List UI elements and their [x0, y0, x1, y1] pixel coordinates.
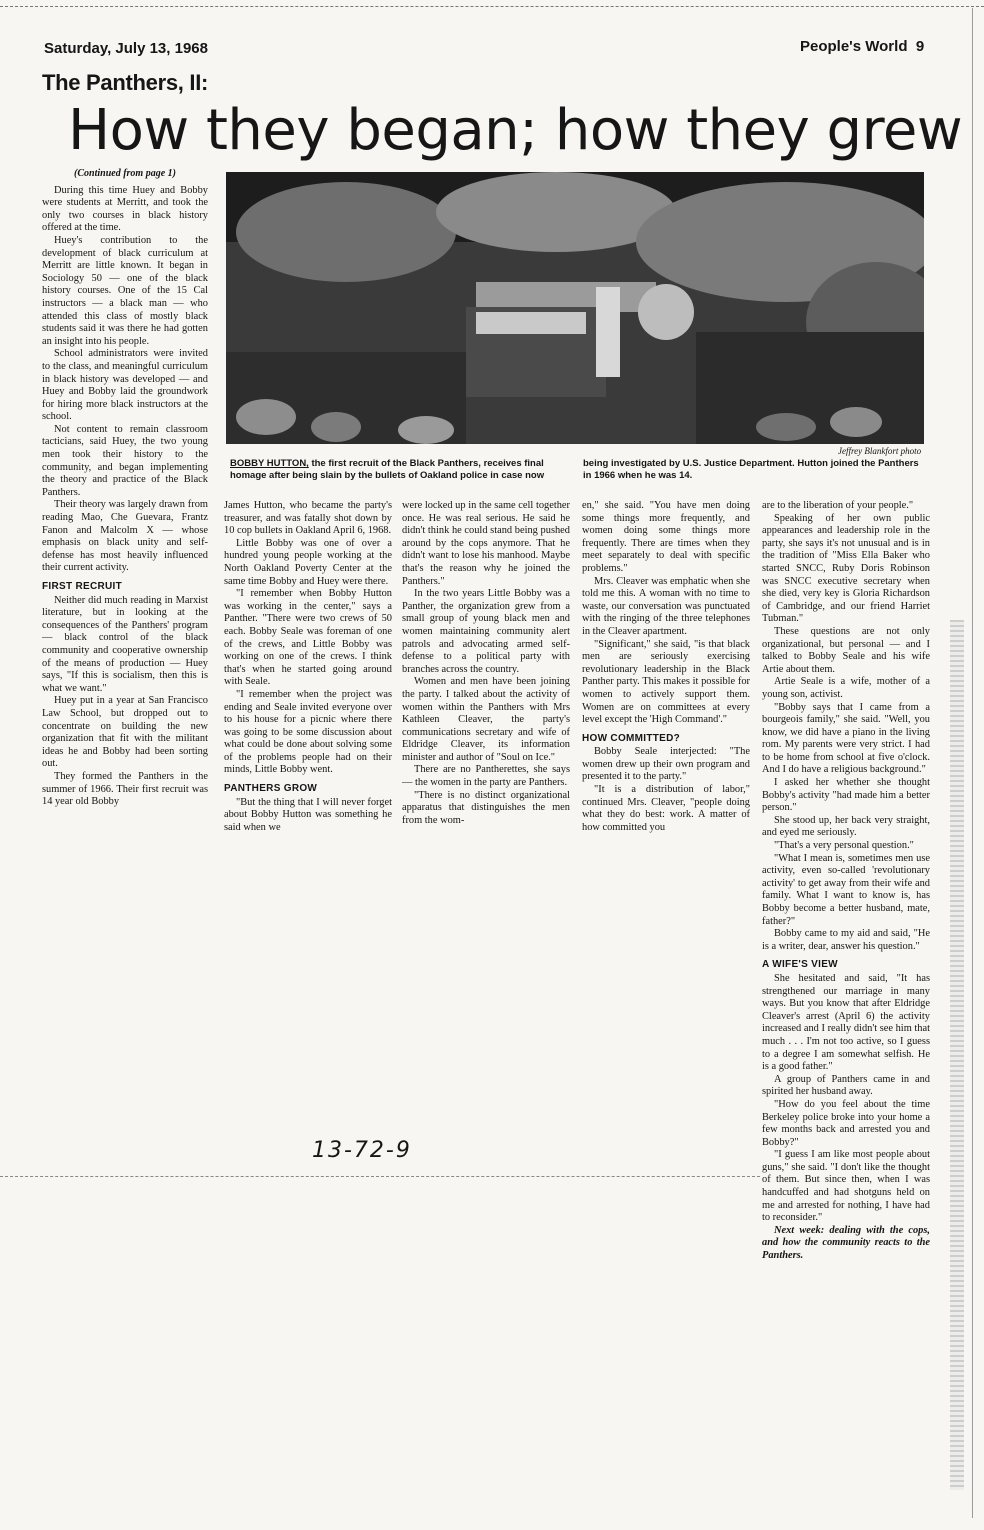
paragraph: In the two years Little Bobby was a Panther, the organization grew from a small group of young black men and women maintaining community alert patrols and advocating armed self-defense to a political party with branches across the country. — [402, 588, 570, 675]
paragraph: en," she said. "You have men doing some things more frequently, and women doing some things more frequently. There are times when they meet separately to deal with specific problems." — [582, 500, 750, 574]
paragraph: "But the thing that I will never forget about Bobby Hutton was something he said when we — [224, 796, 392, 833]
subhead-how-committed: HOW COMMITTED? — [582, 732, 681, 744]
paragraph: "I remember when Bobby Hutton was working in the center," says a Panther. "There were two crews of 50 each. Bobby Seale was foreman of one of the crews, and Little Bobby was working on one of the crews. I think that's when he started going around with Seale. — [224, 588, 392, 688]
paper-name: People's World — [800, 38, 908, 55]
paragraph: She hesitated and said, "It has strengthened our marriage in many ways. But you know that after Eldridge Cleaver's arrest (April 6) the activity increased and I really didn't see him that much . . . I'm not too active, so I guess to a degree I am somewhat selfish. He is a good father." — [762, 972, 930, 1073]
subhead-first-recruit: FIRST RECRUIT — [42, 581, 123, 592]
paragraph: Neither did much reading in Marxist literature, but in looking at the consequences of the Panthers' program — black control of the black community and cooperative ownership of the means of production — Huey says, "If this is socialism, then this is what we want." — [42, 594, 208, 694]
paragraph: are to the liberation of your people." — [762, 500, 914, 511]
paragraph: Huey put in a year at San Francisco Law School, but dropped out to concentrate on building the new organization that fit with the militant ideas he and Bobby had been sorting out. — [42, 695, 208, 770]
next-week-teaser: Next week: dealing with the cops, and how the community reacts to the Panthers. — [762, 1224, 930, 1262]
column-4 — [582, 500, 750, 834]
funeral-photo-image — [226, 172, 924, 444]
column-2 — [224, 500, 392, 834]
paragraph: "How do you feel about the time Berkeley police broke into your home a few months back and arrested you and Bobby?" — [762, 1098, 930, 1148]
subhead-panthers-grow: PANTHERS GROW — [224, 783, 318, 795]
scan-edge-shadow — [950, 620, 964, 1490]
caption-text: the first recruit of the Black Panthers, receives final homage after being slain by the bullets of Oakland police in case now being investigated by U.S. Justice Department. Hutton joined the Panthers in 1966 when he was 14. — [230, 458, 919, 481]
series-kicker: The Panthers, II: — [42, 70, 209, 95]
paragraph: Women and men have been joining the party. I talked about the activity of women within the Panthers with Mrs Kathleen Cleaver, the party's communications secretary and wife of Eldridge Cleaver, its information minister and author of "Soul on Ice." — [402, 676, 570, 763]
handwritten-file-number: 13-72-9 — [312, 1138, 412, 1163]
paragraph: "I guess I am like most people about guns," she said. "I don't like the thought of them. But since then, when I was handcuffed and had shotguns held on me and arrested for nothing, I have had to reconsider." — [762, 1149, 930, 1224]
paragraph: "It is a distribution of labor," continued Mrs. Cleaver, "people doing what they do best: work. A matter of how committed you — [582, 784, 750, 833]
paragraph: Huey's contribution to the development of black curriculum at Merritt are little known. It began in Sociology 50 — one of the black history courses. One of the 15 Cal instructors — a black man — who attended this class of mostly black students said it was there he had gotten an insight into his people. — [42, 234, 208, 347]
column-1 — [42, 168, 208, 809]
page-number: 9 — [915, 38, 925, 55]
paragraph: Bobby came to my aid and said, "He is a writer, dear, answer his question." — [762, 928, 930, 952]
paragraph: "That's a very personal question." — [774, 840, 914, 852]
paragraph: There are no Pantherettes, she says — the women in the party are Panthers. — [402, 764, 570, 789]
column-3 — [402, 500, 570, 827]
paragraph: Mrs. Cleaver was emphatic when she told me this. A woman with no time to waste, our conversation was punctuated with the ringing of the three telephones in the Cleaver apartment. — [582, 575, 750, 637]
paragraph: were locked up in the same cell together once. He was real serious. He said he didn't think he could stand being pushed around by the cops anymore. That he didn't want to lose his manhood. Maybe that's the reason why he joined the Panthers." — [402, 500, 570, 587]
funeral-photo — [226, 172, 924, 444]
continued-note: (Continued from page 1) — [74, 168, 176, 179]
paragraph: School administrators were invited to the class, and meaningful curriculum in black history was developed — and Huey and Bobby laid the groundwork for hiring more black instructors at the school. — [42, 348, 208, 423]
column-5 — [762, 500, 930, 1263]
clipping-cut-line — [0, 1176, 760, 1177]
paragraph: Speaking of her own public appearances and leadership role in the party, she says it's not unusual and is in the tradition of "Miss Ella Baker who started SNCC, Ruby Doris Robinson was SNCC executive secretary when she died, very key is Gloria Richardson of Cambridge, and our friend Harriet Tubman." — [762, 512, 930, 625]
headline: How they began; how they grew — [68, 98, 963, 163]
paragraph: These questions are not only organizational, but personal — and I talked to Bobby Seale and his wife Artie about them. — [762, 625, 930, 675]
paragraph: They formed the Panthers in the summer of 1966. Their first recruit was 14 year old Bobby — [42, 770, 208, 808]
paragraph: A group of Panthers came in and spirited her husband away. — [762, 1073, 930, 1098]
paragraph: Artie Seale is a wife, mother of a young son, activist. — [762, 676, 930, 700]
paragraph: I asked her whether she thought Bobby's activity "had made him a better person." — [762, 777, 930, 814]
top-edge-rule — [0, 0, 984, 7]
page-header — [800, 38, 924, 55]
paragraph: "Bobby says that I came from a bourgeois family," she said. "Well, you know, we did have a piano in the living rom. My parents were very strict. I had to be home from school at five o'clock. And I do have a religious background." — [762, 701, 930, 776]
paragraph: James Hutton, who became the party's treasurer, and was fatally shot down by 10 cop bullets in Oakland April 6, 1968. — [224, 500, 392, 537]
paragraph: "I remember when the project was ending and Seale invited everyone over to his house for a picnic where there was going to be some discussion about what could be done about solving some of the problems people had on their minds, Little Bobby went. — [224, 688, 392, 776]
paragraph: "Significant," she said, "is that black men are seriously exercising revolutionary leadership in the Black Panther party. This makes it possible for women to actively support them. Women are on committees at every level except the 'High Command'." — [582, 638, 750, 726]
paragraph: "What I mean is, sometimes men use activity, even so-called 'revolutionary activity' to get away from their wife and family. What I want to know is, has Bobby become a better husband, mate, father?" — [762, 852, 930, 927]
paragraph: She stood up, her back very straight, and eyed me seriously. — [762, 814, 930, 839]
paragraph: "There is no distinct organizational apparatus that distinguishes the men from the wom- — [402, 789, 570, 826]
caption-name: BOBBY HUTTON, — [230, 458, 309, 469]
paragraph: During this time Huey and Bobby were students at Merritt, and took the only two courses in black history offered at the time. — [42, 184, 208, 234]
paragraph: Little Bobby was one of over a hundred young people working at the North Oakland Poverty Center at the same time Bobby and Huey were there. — [224, 537, 392, 587]
issue-date: Saturday, July 13, 1968 — [44, 40, 208, 57]
photo-caption — [230, 458, 924, 482]
paragraph: Their theory was largely drawn from reading Mao, Che Guevara, Frantz Fanon and Malcolm X — whose emphasis on black unity and self-defense has most heavily influenced their current activity. — [42, 499, 208, 574]
paragraph: Bobby Seale interjected: "The women drew up their own program and presented it to the party." — [582, 746, 750, 783]
margin-rule — [972, 8, 973, 1518]
paragraph: Not content to remain classroom tacticians, said Huey, the two young men took their history to the community, and began implementing the theory and practice of the Black Panthers. — [42, 423, 208, 498]
subhead-a-wifes-view: A WIFE'S VIEW — [762, 959, 838, 971]
photo-credit: Jeffrey Blankfort photo — [838, 446, 922, 456]
